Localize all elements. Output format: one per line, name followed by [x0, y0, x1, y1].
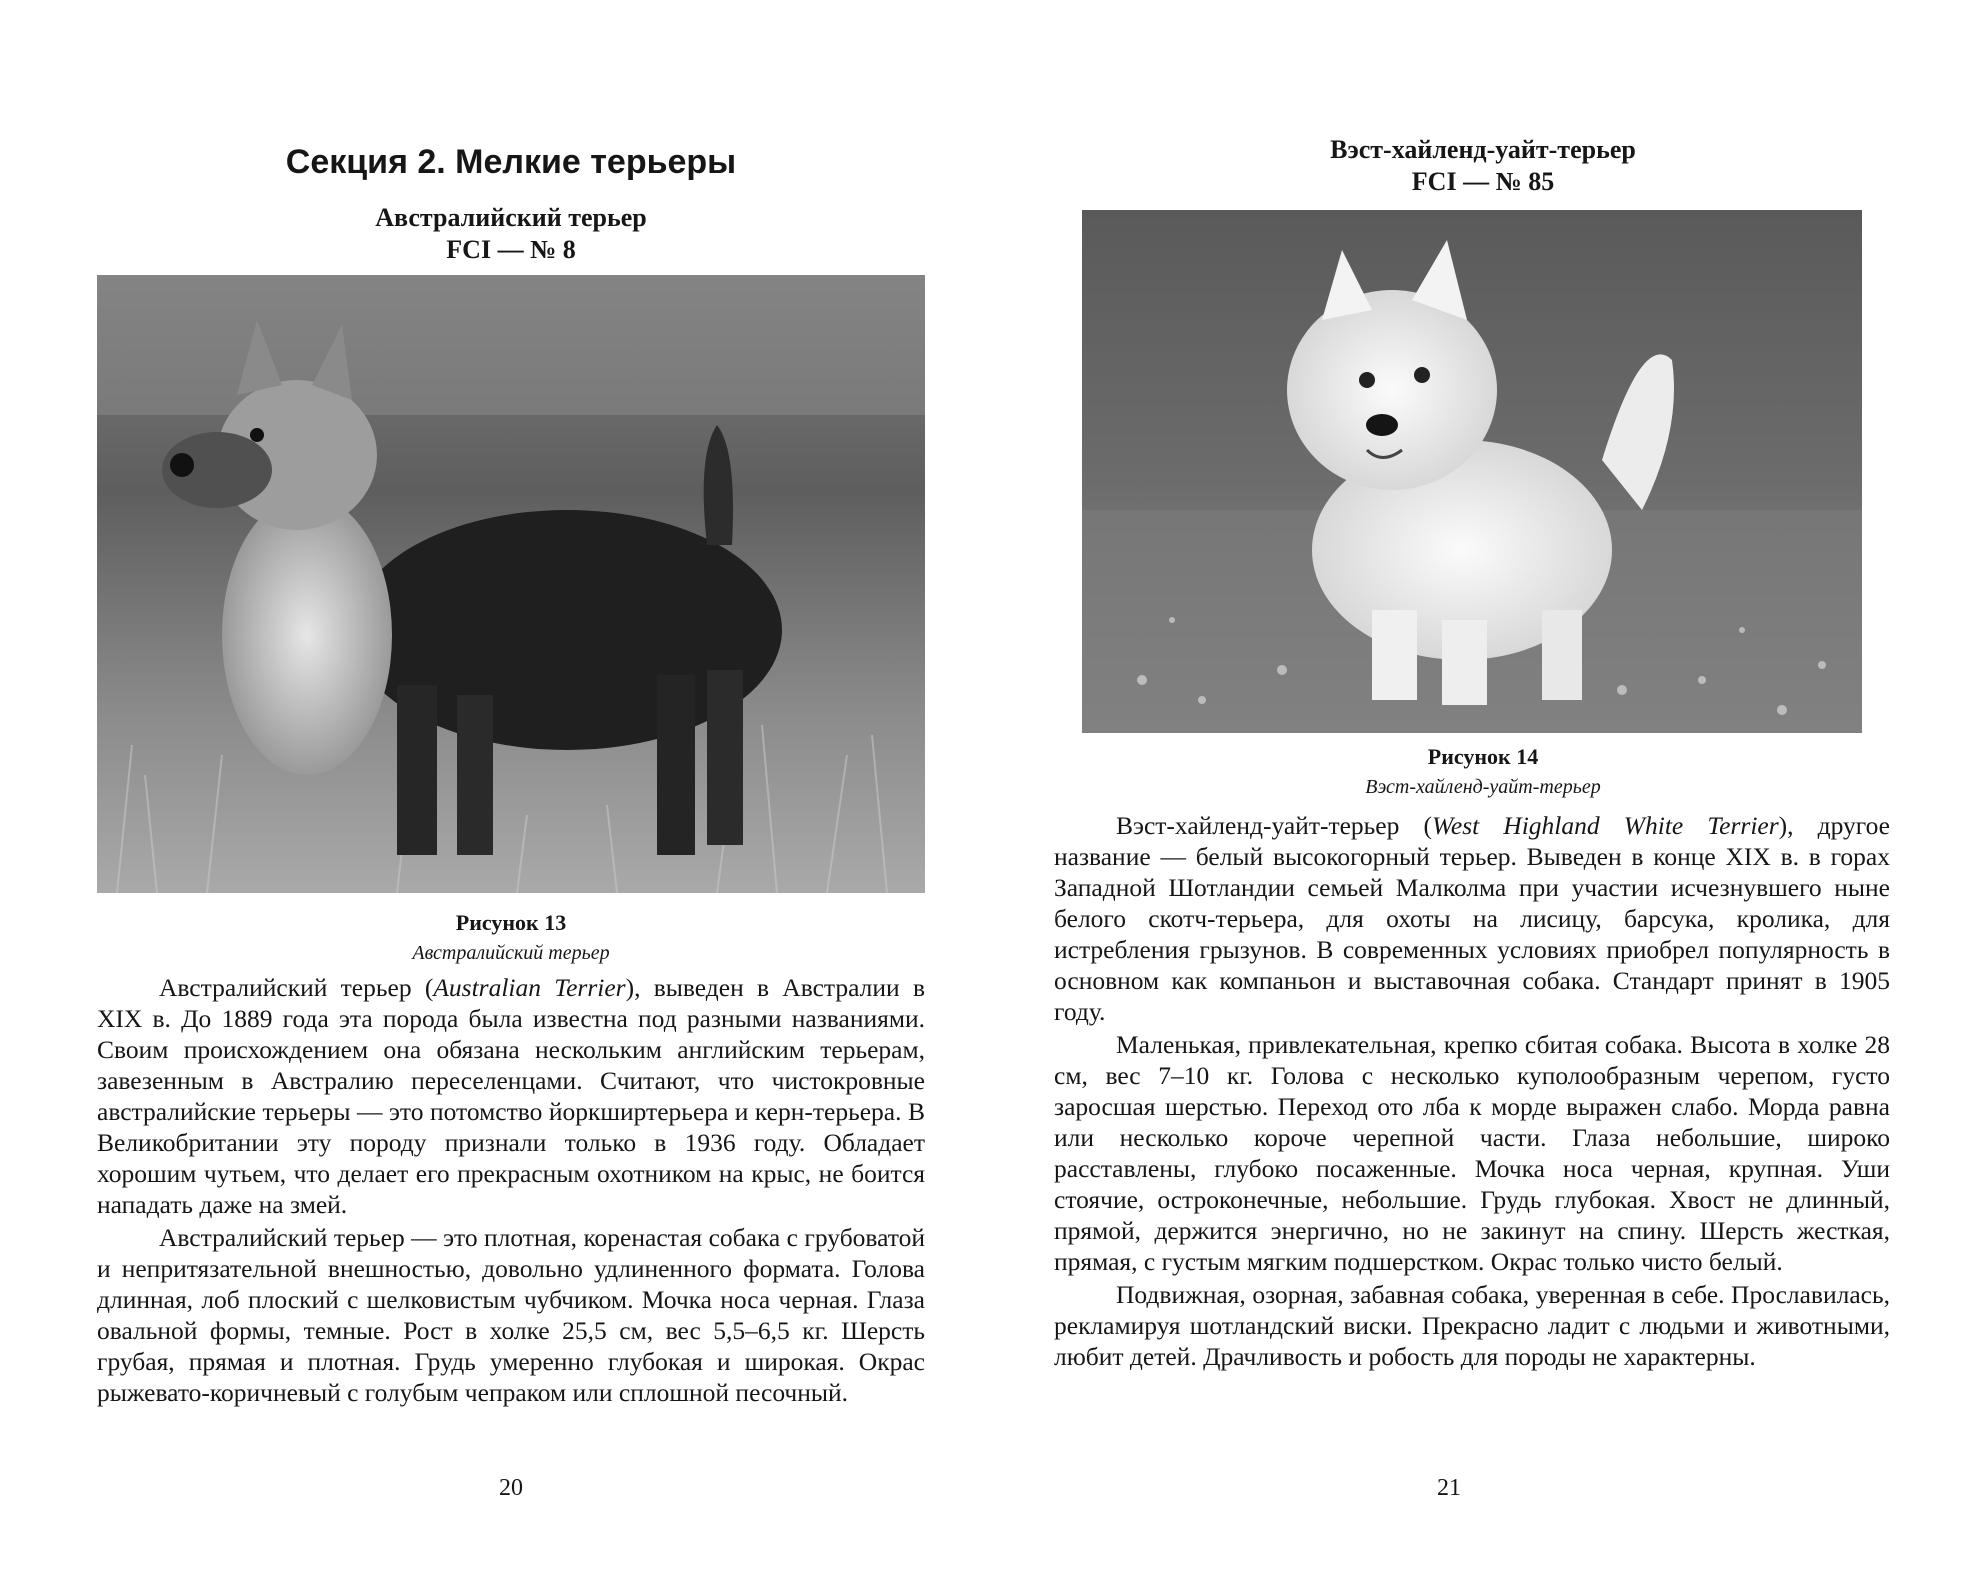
paragraph-text: Австралийский терьер (	[159, 973, 434, 1002]
right-body-text	[1054, 810, 1890, 1372]
section-title: Секция 2. Мелкие терьеры	[285, 143, 737, 181]
figure-label: Рисунок 13	[455, 910, 567, 935]
fci-number: FCI — № 8	[446, 235, 576, 264]
page-number: 20	[499, 1475, 523, 1501]
figure-caption-text: Австралийский терьер	[412, 942, 610, 964]
australian-terrier-photo	[97, 275, 925, 893]
paragraph: Австралийский терьер — это плотная, коренастая собака с грубоватой и непритязательной внешностью, довольно удлиненного формата. Голова длинная, лоб плоский с шелковистым чубчиком. Мочка носа черная. Глаза овальной формы, темные. Рост в холке 25,5 см, вес 5,5–6,5 кг. Шерсть грубая, прямая и плотная. Грудь умеренно глубокая и широкая. Окрас рыжевато-коричневый с голубым чепраком или сплошной песочный.	[97, 1223, 925, 1407]
paragraph: Подвижная, озорная, забавная собака, уверенная в себе. Прославилась, рекламируя шотландский виски. Прекрасно ладит с людьми и животными, любит детей. Драчливость и робость для породы не характерны.	[1054, 1280, 1890, 1371]
english-breed-name: West Highland White Terrier	[1431, 811, 1779, 840]
figure-caption-14	[1045, 742, 1921, 802]
right-page	[990, 0, 1982, 1578]
breed-heading-australian	[95, 202, 927, 266]
fci-number: FCI — № 85	[1411, 167, 1555, 196]
figure-caption-text: Вэст-хайленд-уайт-терьер	[1365, 776, 1601, 798]
figure-label: Рисунок 14	[1427, 744, 1539, 769]
figure-caption-13	[95, 908, 927, 968]
paragraph-text: Вэст-хайленд-уайт-терьер (	[1116, 811, 1432, 840]
australian-terrier-image	[97, 275, 925, 893]
westie-photo	[1082, 210, 1862, 733]
left-page	[0, 0, 990, 1578]
breed-name: Австралийский терьер	[375, 203, 647, 232]
paragraph-text: ), другое название — белый высокогорный терьер. Выведен в конце XIX в. в горах Западной Шотландии семьей Малколма при участии исчезнувшего ныне белого скотч-терьера, для охоты на лисицу, барсука, кролика, для истребления грызунов. В современных условиях приобрел популярность в основном как компаньон и выставочная собака. Стандарт принят в 1905 году.	[1054, 811, 1890, 1026]
paragraph	[1054, 810, 1890, 1027]
westie-image	[1082, 210, 1862, 733]
left-body-text	[97, 972, 925, 1408]
paragraph-text: ), выведен в Австралии в XIX в. До 1889 года эта порода была известна под разными названиями. Своим происхождением она обязана нескольким английским терьерам, завезенным в Австралию переселенцами. Считают, что чистокровные австралийские терьеры — это потомство йоркширтерьера и керн-терьера. В Великобритании эту породу признали только в 1936 году. Обладает хорошим чутьем, что делает его прекрасным охотником на крыс, не боится нападать даже на змей.	[97, 973, 925, 1219]
english-breed-name: Australian Terrier	[433, 973, 626, 1002]
breed-heading-westie	[1045, 134, 1921, 198]
paragraph	[97, 972, 925, 1220]
breed-name: Вэст-хайленд-уайт-терьер	[1330, 135, 1636, 164]
page-number: 21	[1437, 1475, 1461, 1501]
paragraph: Маленькая, привлекательная, крепко сбитая собака. Высота в холке 28 см, вес 7–10 кг. Голова с несколько куполообразным черепом, густо заросшая шерстью. Переход ото лба к морде выражен слабо. Морда равна или несколько короче черепной части. Глаза небольшие, широко расставлены, глубоко посаженные. Мочка носа черная, крупная. Уши стоячие, остроконечные, небольшие. Грудь глубокая. Хвост не длинный, прямой, держится энергично, но не закинут на спину. Шерсть жесткая, прямая, с густым мягким подшерстком. Окрас только чисто белый.	[1054, 1030, 1890, 1276]
